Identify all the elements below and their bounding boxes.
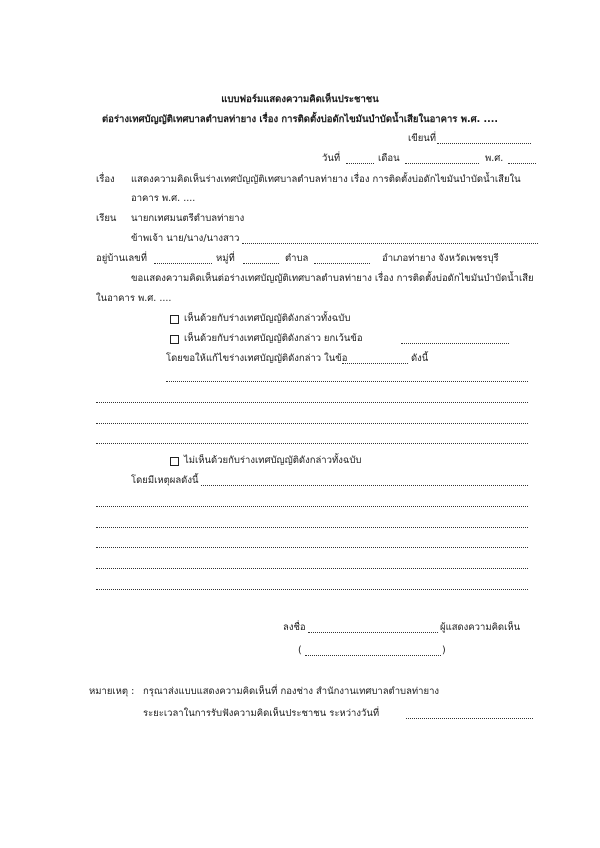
except-clause-field[interactable]: [401, 343, 509, 344]
amend-clause-field[interactable]: [342, 363, 408, 364]
intro-line-1: ขอแสดงความคิดเห็นต่อร่างเทศบัญญัติเทศบาลตำบลท่ายาง เรื่อง การติดตั้งบ่อดักไขมันบำบัดน้ำเสีย: [131, 273, 534, 284]
year-label: พ.ศ.: [485, 153, 504, 164]
amend-line[interactable]: [96, 443, 528, 444]
month-label: เดือน: [378, 153, 400, 164]
recipient-value: นายกเทศมนตรีตำบลท่ายาง: [131, 213, 245, 224]
form-title: แบบฟอร์มแสดงความคิดเห็นประชาชน: [221, 94, 379, 105]
written-at-label: เขียนที่: [408, 133, 437, 144]
subject-line-2: อาคาร พ.ศ. ....: [131, 193, 196, 204]
close-paren: ): [442, 645, 446, 656]
reason-line[interactable]: [96, 568, 528, 569]
day-field[interactable]: [346, 163, 374, 164]
signer-suffix: ผู้แสดงความคิดเห็น: [440, 622, 521, 633]
note-line-1: กรุณาส่งแบบแสดงความคิดเห็นที่ กองช่าง สำนักงานเทศบาลตำบลท่ายาง: [143, 686, 440, 697]
agree-all-label: เห็นด้วยกับร่างเทศบัญญัติดังกล่าวทั้งฉบับ: [184, 313, 351, 324]
amend-suffix: ดังนี้: [411, 353, 429, 364]
open-paren: (: [298, 645, 302, 656]
subject-line-1: แสดงความคิดเห็นร่างเทศบัญญัติเทศบาลตำบลท่ายาง เรื่อง การติดตั้งบ่อดักไขมันบำบัดน้ำเสียใน: [131, 174, 521, 185]
moo-field[interactable]: [243, 263, 279, 264]
sign-label: ลงชื่อ: [283, 622, 306, 633]
recipient-label: เรียน: [96, 213, 117, 224]
reason-line[interactable]: [96, 589, 528, 590]
name-label: ข้าพเจ้า นาย/นาง/นางสาว: [131, 233, 240, 244]
form-subtitle: ต่อร่างเทศบัญญัติเทศบาลตำบลท่ายาง เรื่อง การติดตั้งบ่อดักไขมันบำบัดน้ำเสียในอาคาร พ.ศ. ....: [102, 114, 498, 125]
printed-name-field[interactable]: [305, 655, 441, 656]
agree-all-checkbox[interactable]: [170, 315, 179, 324]
amend-line[interactable]: [166, 381, 528, 382]
date-label: วันที่: [322, 153, 341, 164]
intro-line-2: ในอาคาร พ.ศ. ....: [96, 293, 172, 304]
reason-line[interactable]: [201, 485, 528, 486]
name-field[interactable]: [242, 243, 538, 244]
tambon-field[interactable]: [314, 263, 370, 264]
signature-field[interactable]: [308, 632, 438, 633]
house-no-field[interactable]: [154, 263, 212, 264]
reason-label: โดยมีเหตุผลดังนี้: [131, 475, 199, 486]
agree-except-checkbox[interactable]: [170, 335, 179, 344]
tambon-label: ตำบล: [285, 253, 309, 264]
note-line-2: ระยะเวลาในการรับฟังความคิดเห็นประชาชน ระหว่างวันที่: [143, 708, 380, 719]
amend-line[interactable]: [96, 402, 528, 403]
amend-line[interactable]: [96, 423, 528, 424]
reason-line[interactable]: [96, 547, 528, 548]
moo-label: หมู่ที่: [216, 253, 235, 264]
period-field[interactable]: [406, 718, 533, 719]
year-field[interactable]: [508, 163, 536, 164]
disagree-all-checkbox[interactable]: [170, 457, 179, 466]
house-no-label: อยู่บ้านเลขที่: [96, 253, 147, 264]
subject-label: เรื่อง: [96, 174, 115, 185]
note-label: หมายเหตุ :: [89, 686, 135, 697]
reason-line[interactable]: [96, 527, 528, 528]
month-field[interactable]: [405, 163, 479, 164]
written-at-field[interactable]: [437, 143, 531, 144]
agree-except-label: เห็นด้วยกับร่างเทศบัญญัติดังกล่าว ยกเว้นข้อ: [184, 333, 363, 344]
amend-prefix: โดยขอให้แก้ไขร่างเทศบัญญัติดังกล่าว ในข้อ: [166, 353, 348, 364]
district-province: อำเภอท่ายาง จังหวัดเพชรบุรี: [382, 253, 499, 264]
reason-line[interactable]: [96, 506, 528, 507]
disagree-all-label: ไม่เห็นด้วยกับร่างเทศบัญญัติดังกล่าวทั้งฉบับ: [184, 455, 362, 466]
